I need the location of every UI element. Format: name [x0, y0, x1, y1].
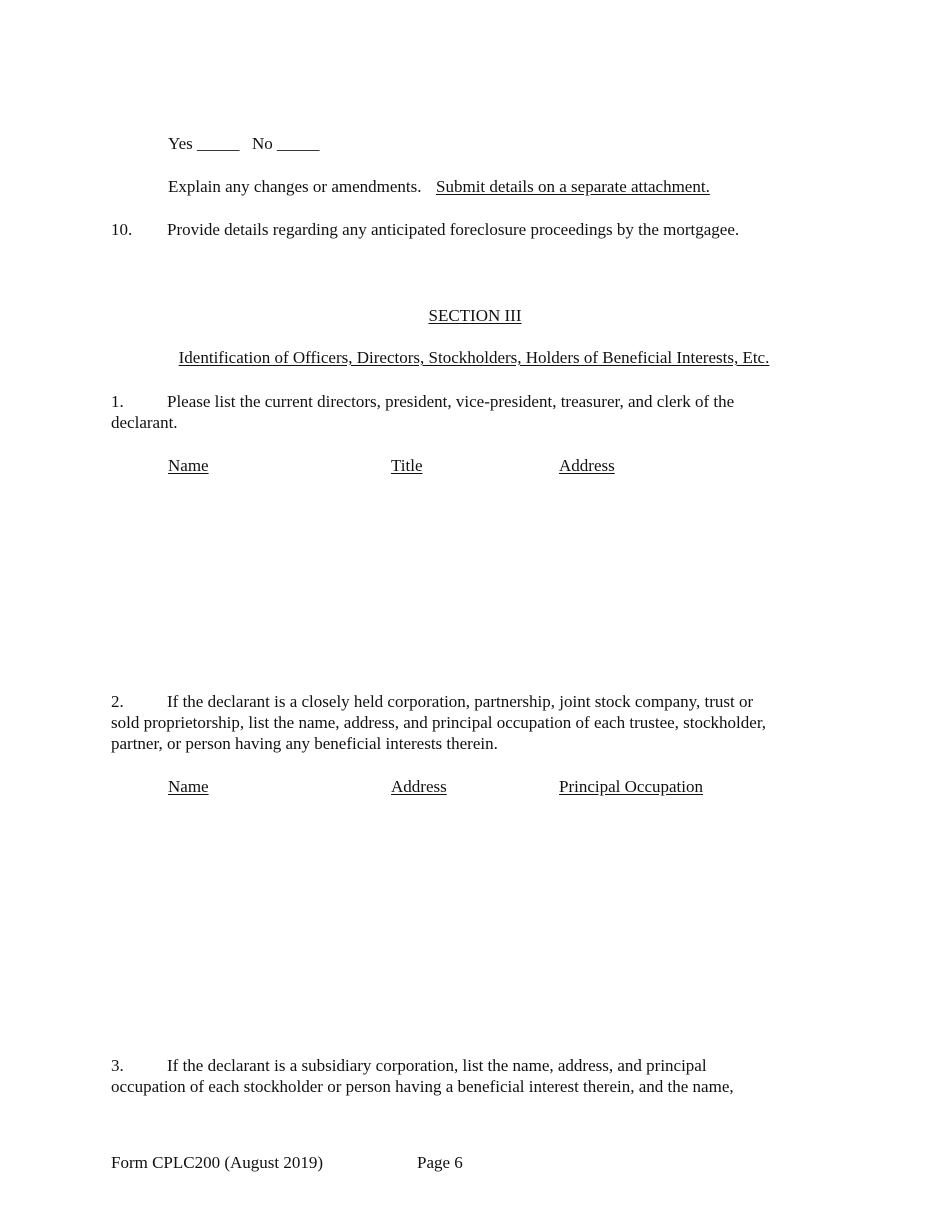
column-header-name: Name	[168, 777, 209, 796]
item-2-text-line3: partner, or person having any beneficial interests therein.	[111, 734, 498, 753]
column-header-principal-occupation: Principal Occupation	[559, 777, 703, 796]
explain-line	[168, 176, 710, 197]
footer-page-number: Page 6	[417, 1153, 463, 1172]
section-title-wrap	[0, 305, 950, 326]
yes-no-line	[168, 133, 320, 154]
column-header-address: Address	[559, 456, 615, 475]
item-2	[111, 691, 841, 754]
section-subtitle: Identification of Officers, Directors, Stockholders, Holders of Beneficial Interests, Etc.	[178, 348, 770, 367]
item-1-text-cont: declarant.	[111, 413, 178, 432]
item-3-text-line2: occupation of each stockholder or person having a beneficial interest therein, and the name,	[111, 1077, 734, 1096]
column-header-title: Title	[391, 456, 423, 475]
no-blank[interactable]: _____	[277, 134, 320, 153]
item-3	[111, 1055, 841, 1097]
item-10-text: Provide details regarding any anticipated foreclosure proceedings by the mortgagee.	[167, 220, 740, 239]
item-1-text: Please list the current directors, president, vice-president, treasurer, and clerk of the	[167, 392, 735, 411]
column-header-name: Name	[168, 456, 209, 475]
explain-text: Explain any changes or amendments.	[168, 177, 422, 196]
footer-form-id: Form CPLC200 (August 2019)	[111, 1153, 324, 1172]
item-1-number: 1.	[111, 392, 124, 411]
item-3-number: 3.	[111, 1056, 124, 1075]
no-label: No	[252, 134, 273, 153]
page-footer	[0, 1152, 950, 1174]
yes-blank[interactable]: _____	[197, 134, 240, 153]
item-1	[111, 391, 841, 433]
attachment-note: Submit details on a separate attachment.	[436, 177, 710, 196]
yes-label: Yes	[168, 134, 193, 153]
section-title: SECTION III	[428, 306, 522, 325]
item-10-number: 10.	[111, 220, 133, 239]
column-header-address: Address	[391, 777, 447, 796]
item-1-columns	[0, 455, 950, 477]
item-2-text: If the declarant is a closely held corporation, partnership, joint stock company, trust or	[167, 692, 754, 711]
section-subtitle-wrap	[0, 347, 948, 368]
item-2-text-line2: sold proprietorship, list the name, address, and principal occupation of each trustee, stockholder,	[111, 713, 767, 732]
item-3-text: If the declarant is a subsidiary corporation, list the name, address, and principal	[167, 1056, 707, 1075]
item-2-columns	[0, 776, 950, 798]
item-2-number: 2.	[111, 692, 124, 711]
item-10	[111, 219, 841, 240]
